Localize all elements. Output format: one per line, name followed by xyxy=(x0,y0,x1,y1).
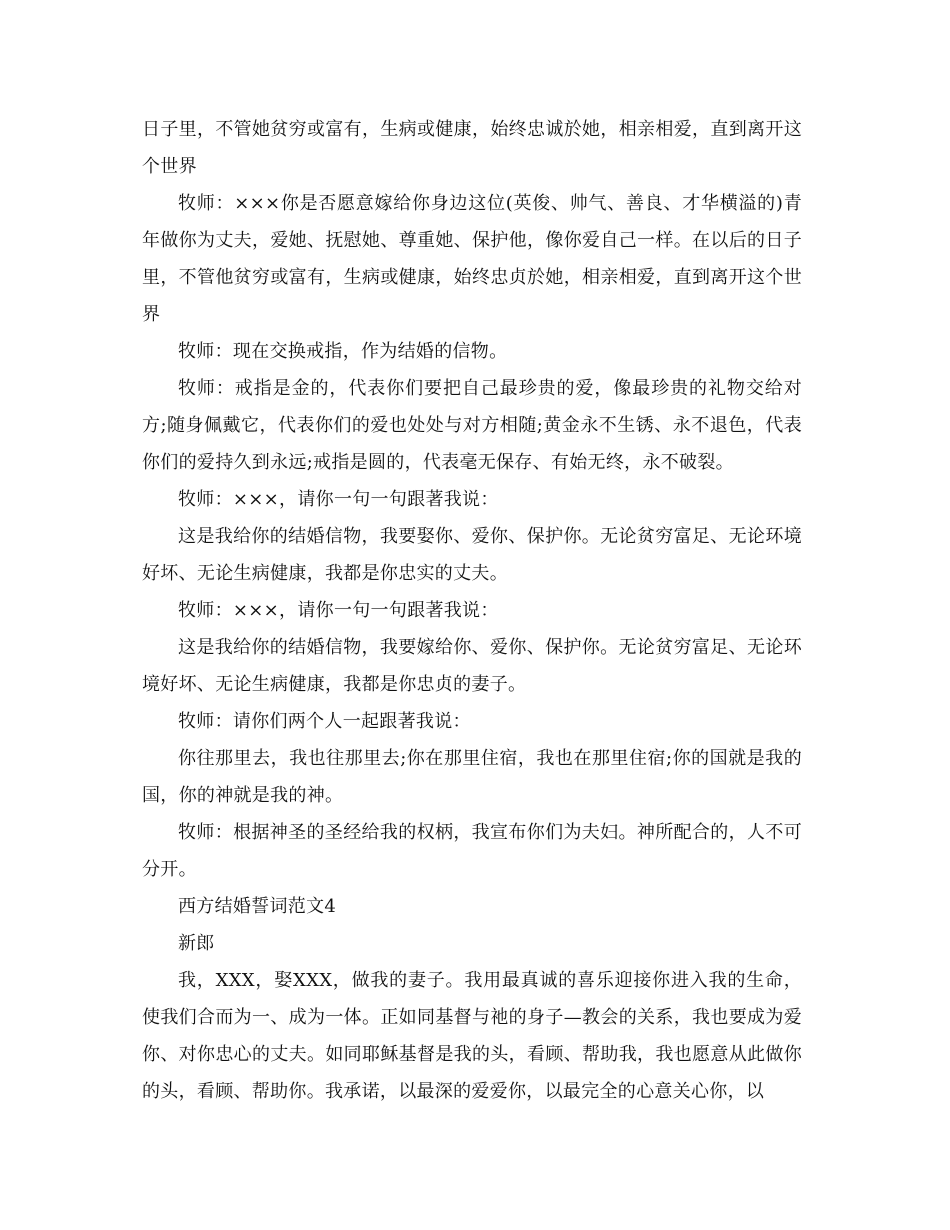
paragraph-pronouncement: 牧师：根据神圣的圣经给我的权柄，我宣布你们为夫妇。神所配合的，人不可分开。 xyxy=(142,822,802,880)
paragraph-groom-vow: 我，XXX，娶XXX，做我的妻子。我用最真诚的喜乐迎接你进入我的生命，使我们合而为一、成为一体。正如同基督与祂的身子—教会的关系，我也要成为爱你、对你忠心的丈夫。如同耶稣基督是我的头，看顾、帮助我，我也愿意从此做你的头，看顾、帮助你。我承诺，以最深的爱爱你，以最完全的心意关心你，以 xyxy=(142,970,802,1102)
paragraph-continuation: 日子里，不管她贫穷或富有，生病或健康，始终忠诚於她，相亲相爱，直到离开这个世界 xyxy=(142,119,802,177)
paragraph-ring-exchange: 牧师：现在交换戒指，作为结婚的信物。 xyxy=(178,341,508,362)
section-heading: 西方结婚誓词范文4 xyxy=(178,896,337,917)
paragraph-pastor-instruct-groom: 牧师：×××，请你一句一句跟著我说： xyxy=(178,489,499,510)
paragraph-groom-ring-vow: 这是我给你的结婚信物，我要娶你、爱你、保护你。无论贫穷富足、无论环境好坏、无论生病健康，我都是你忠实的丈夫。 xyxy=(142,526,802,584)
paragraph-joint-vow: 你往那里去，我也往那里去;你在那里住宿，我也在那里住宿;你的国就是我的国，你的神就是我的神。 xyxy=(142,748,802,806)
paragraph-ring-meaning: 牧师：戒指是金的，代表你们要把自己最珍贵的爱，像最珍贵的礼物交给对方;随身佩戴它，代表你们的爱也处处与对方相随;黄金永不生锈、永不退色，代表你们的爱持久到永远;戒指是圆的，代表毫无保存、有始无终，永不破裂。 xyxy=(142,378,802,473)
paragraph-pastor-instruct-bride: 牧师：×××，请你一句一句跟著我说： xyxy=(178,600,499,621)
document-body xyxy=(142,111,802,1110)
paragraph-pastor-instruct-both: 牧师：请你们两个人一起跟著我说： xyxy=(178,711,471,732)
paragraph-bride-ring-vow: 这是我给你的结婚信物，我要嫁给你、爱你、保护你。无论贫穷富足、无论环境好坏、无论生病健康，我都是你忠贞的妻子。 xyxy=(142,637,802,695)
subheading-groom: 新郎 xyxy=(178,933,215,954)
paragraph-pastor-question-bride: 牧师：×××你是否愿意嫁给你身边这位(英俊、帅气、善良、才华横溢的)青年做你为丈夫，爱她、抚慰她、尊重她、保护他，像你爱自己一样。在以后的日子里，不管他贫穷或富有，生病或健康，始终忠贞於她，相亲相爱，直到离开这个世界 xyxy=(142,193,802,325)
